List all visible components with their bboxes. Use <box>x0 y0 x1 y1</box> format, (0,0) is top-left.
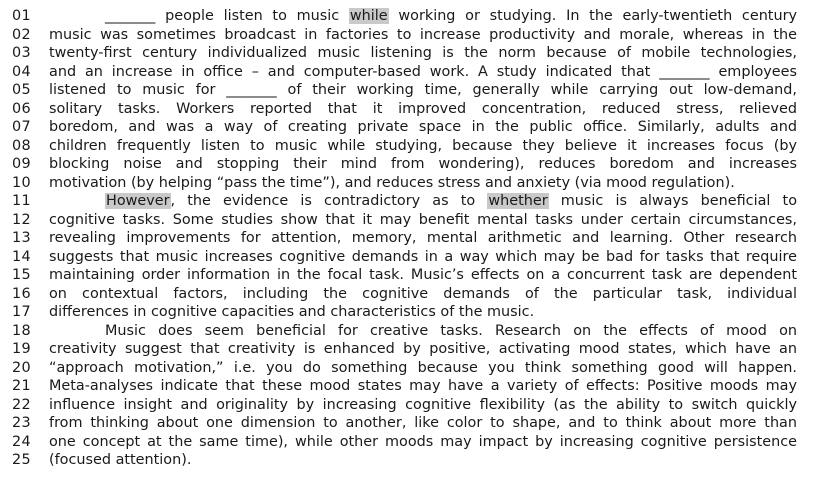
text-run: creativity suggest that creativity is enhanced by positive, activating mood states, which have an <box>49 341 797 357</box>
text-run: maintaining order information in the focal task. Music’s effects on a concurrent task are dependent <box>49 267 797 283</box>
line-number: 15 <box>12 267 31 283</box>
text-run: one concept at the same time), while other moods may impact by increasing cognitive persistence <box>49 433 797 450</box>
line-number: 22 <box>12 396 31 413</box>
text-run: influence insight and originality by increasing cognitive flexibility (as the ability to switch quickly <box>49 396 797 413</box>
text-run: music was sometimes broadcast in factories to increase productivity and morale, whereas in the <box>49 26 797 43</box>
line-number: 12 <box>12 211 31 228</box>
line-number: 01 <box>12 8 31 24</box>
text-line <box>12 340 796 359</box>
line-number: 08 <box>12 137 31 154</box>
text-run: blocking noise and stopping their mind from wondering), reduces boredom and increases <box>49 156 797 172</box>
document-body <box>12 7 796 470</box>
line-number: 19 <box>12 341 31 357</box>
line-text <box>49 359 797 378</box>
text-line <box>12 322 796 341</box>
text-line <box>12 100 796 119</box>
text-run: twenty-first century individualized music listening is the norm because of mobile technologies, <box>49 45 797 61</box>
text-line <box>12 377 796 396</box>
text-run: working or studying. In the early-twentieth century <box>388 8 797 24</box>
line-text <box>49 192 797 211</box>
highlighted-word: whether <box>488 193 548 209</box>
text-run: listened to music for _______ of their working time, generally while carrying out low-demand, <box>49 82 797 98</box>
text-run: (focused attention). <box>49 452 192 468</box>
text-line <box>12 44 796 63</box>
line-number: 10 <box>12 174 31 191</box>
line-number: 02 <box>12 26 31 43</box>
line-text <box>49 211 797 230</box>
line-number: 03 <box>12 45 31 61</box>
line-number: 07 <box>12 119 31 135</box>
line-number: 05 <box>12 82 31 98</box>
line-text <box>49 433 797 452</box>
line-number: 13 <box>12 230 31 246</box>
text-run: Music does seem beneficial for creative tasks. Research on the effects of mood on <box>105 322 797 339</box>
text-line <box>12 81 796 100</box>
line-text <box>49 44 797 63</box>
line-text <box>49 377 797 396</box>
text-run: boredom, and was a way of creating private space in the public office. Similarly, adults and <box>49 119 797 135</box>
line-number: 06 <box>12 100 31 117</box>
line-number: 17 <box>12 304 31 320</box>
text-run: children frequently listen to music while studying, because they believe it increases focus (by <box>49 137 797 154</box>
line-text <box>49 340 797 359</box>
text-run: cognitive tasks. Some studies show that it may benefit mental tasks under certain circumstances, <box>49 211 797 228</box>
line-number: 16 <box>12 285 31 302</box>
line-text <box>49 414 797 433</box>
text-line <box>12 229 796 248</box>
line-number: 11 <box>12 193 31 209</box>
text-line <box>12 192 796 211</box>
text-run: suggests that music increases cognitive demands in a way which may be bad for tasks that require <box>49 248 797 265</box>
line-text <box>49 303 797 322</box>
line-text <box>49 155 797 174</box>
text-line <box>12 285 796 304</box>
text-run: motivation (by helping “pass the time”), and reduces stress and anxiety (via mood regulation). <box>49 174 735 191</box>
text-run: _______ people listen to music <box>105 8 349 24</box>
line-number: 23 <box>12 415 31 431</box>
line-text <box>49 248 797 267</box>
line-number: 18 <box>12 322 31 339</box>
highlighted-word: However <box>106 193 170 209</box>
line-text <box>49 266 797 285</box>
text-line <box>12 155 796 174</box>
line-text <box>49 118 797 137</box>
line-text <box>49 174 797 193</box>
text-run: on contextual factors, including the cognitive demands of the particular task, individual <box>49 285 797 302</box>
text-line <box>12 211 796 230</box>
highlighted-word: while <box>349 8 388 24</box>
line-number: 20 <box>12 359 31 376</box>
text-line <box>12 266 796 285</box>
text-run: Meta-analyses indicate that these mood states may have a variety of effects: Positive moods may <box>49 378 797 394</box>
line-text <box>49 322 797 341</box>
text-line <box>12 174 796 193</box>
line-text <box>49 137 797 156</box>
line-text <box>49 26 797 45</box>
text-line <box>12 63 796 82</box>
text-run: solitary tasks. Workers reported that it improved concentration, reduced stress, relieved <box>49 100 797 117</box>
text-line <box>12 359 796 378</box>
text-run: differences in cognitive capacities and characteristics of the music. <box>49 304 535 320</box>
text-line <box>12 414 796 433</box>
text-line <box>12 451 796 470</box>
line-number: 04 <box>12 63 31 80</box>
line-text <box>49 229 797 248</box>
line-number: 09 <box>12 156 31 172</box>
text-line <box>12 248 796 267</box>
text-run: revealing improvements for attention, memory, mental arithmetic and learning. Other research <box>49 230 797 246</box>
line-text <box>49 451 797 470</box>
line-text <box>49 285 797 304</box>
text-line <box>12 26 796 45</box>
text-run: “approach motivation,” i.e. you do something because you think something good will happen. <box>49 359 797 376</box>
text-line <box>12 7 796 26</box>
text-line <box>12 137 796 156</box>
line-text <box>49 81 797 100</box>
line-text <box>49 396 797 415</box>
line-text <box>49 63 797 82</box>
line-number: 21 <box>12 378 31 394</box>
text-line <box>12 303 796 322</box>
text-run: , the evidence is contradictory as to <box>170 193 488 209</box>
line-number: 24 <box>12 433 31 450</box>
line-number: 25 <box>12 452 31 468</box>
text-line <box>12 433 796 452</box>
line-number: 14 <box>12 248 31 265</box>
line-text <box>49 7 797 26</box>
text-run: and an increase in office – and computer-based work. A study indicated that _______ employees <box>49 63 797 80</box>
text-line <box>12 396 796 415</box>
text-run: music is always beneficial to <box>548 193 797 209</box>
line-text <box>49 100 797 119</box>
text-run: from thinking about one dimension to another, like color to shape, and to think about more than <box>49 415 797 431</box>
text-line <box>12 118 796 137</box>
